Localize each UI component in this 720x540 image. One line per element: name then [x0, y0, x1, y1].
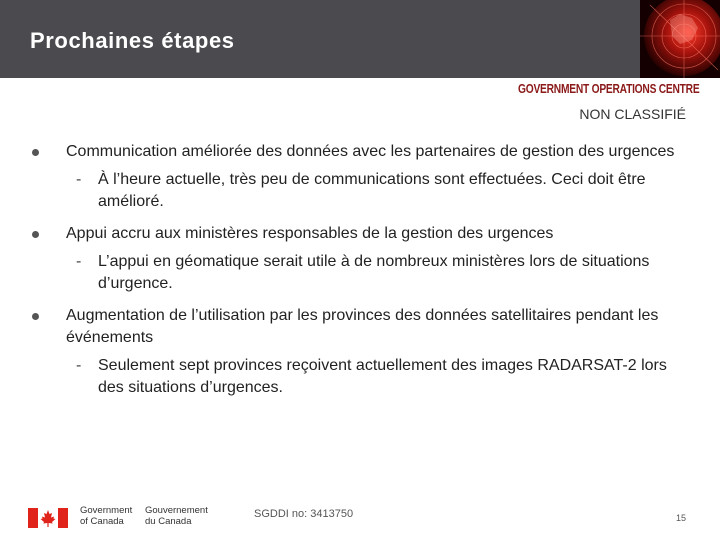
sub-list-item [30, 251, 690, 295]
bullet-list [30, 141, 690, 399]
list-item [30, 223, 690, 245]
bullet-text: Communication améliorée des données avec les partenaires de gestion des urgences [66, 143, 675, 160]
sub-list-item [30, 355, 690, 399]
dash-icon: - [76, 253, 82, 270]
page-title: Prochaines étapes [30, 28, 235, 53]
radar-globe-image [640, 0, 720, 78]
list-item [30, 141, 690, 163]
sub-bullet-text: À l’heure actuelle, très peu de communications sont effectuées. Ceci doit être amélioré. [98, 171, 646, 210]
sub-list-item [30, 169, 690, 213]
organization-name: GOVERNMENT OPERATIONS CENTRE [518, 82, 700, 96]
bullet-icon [32, 231, 39, 238]
header-bar [0, 0, 640, 78]
page-number: 15 [676, 513, 687, 523]
bullet-text: Augmentation de l’utilisation par les provinces des données satellitaires pendant les événements [66, 307, 659, 346]
sub-bullet-text: L’appui en géomatique serait utile à de nombreux ministères lors de situations d’urgence. [98, 253, 650, 292]
canada-flag-icon [28, 508, 68, 528]
bullet-icon [32, 149, 39, 156]
document-reference: SGDDI no: 3413750 [254, 508, 354, 520]
government-en: Government of Canada [80, 505, 133, 527]
list-item [30, 305, 690, 349]
dash-icon: - [76, 357, 82, 374]
classification-label: NON CLASSIFIÉ [579, 106, 686, 122]
dash-icon: - [76, 171, 82, 188]
bullet-text: Appui accru aux ministères responsables de la gestion des urgences [66, 225, 554, 242]
government-fr: Gouvernement du Canada [145, 505, 208, 527]
sub-bullet-text: Seulement sept provinces reçoivent actuellement des images RADARSAT-2 lors des situations d’urgences. [98, 357, 667, 396]
bullet-icon [32, 313, 39, 320]
